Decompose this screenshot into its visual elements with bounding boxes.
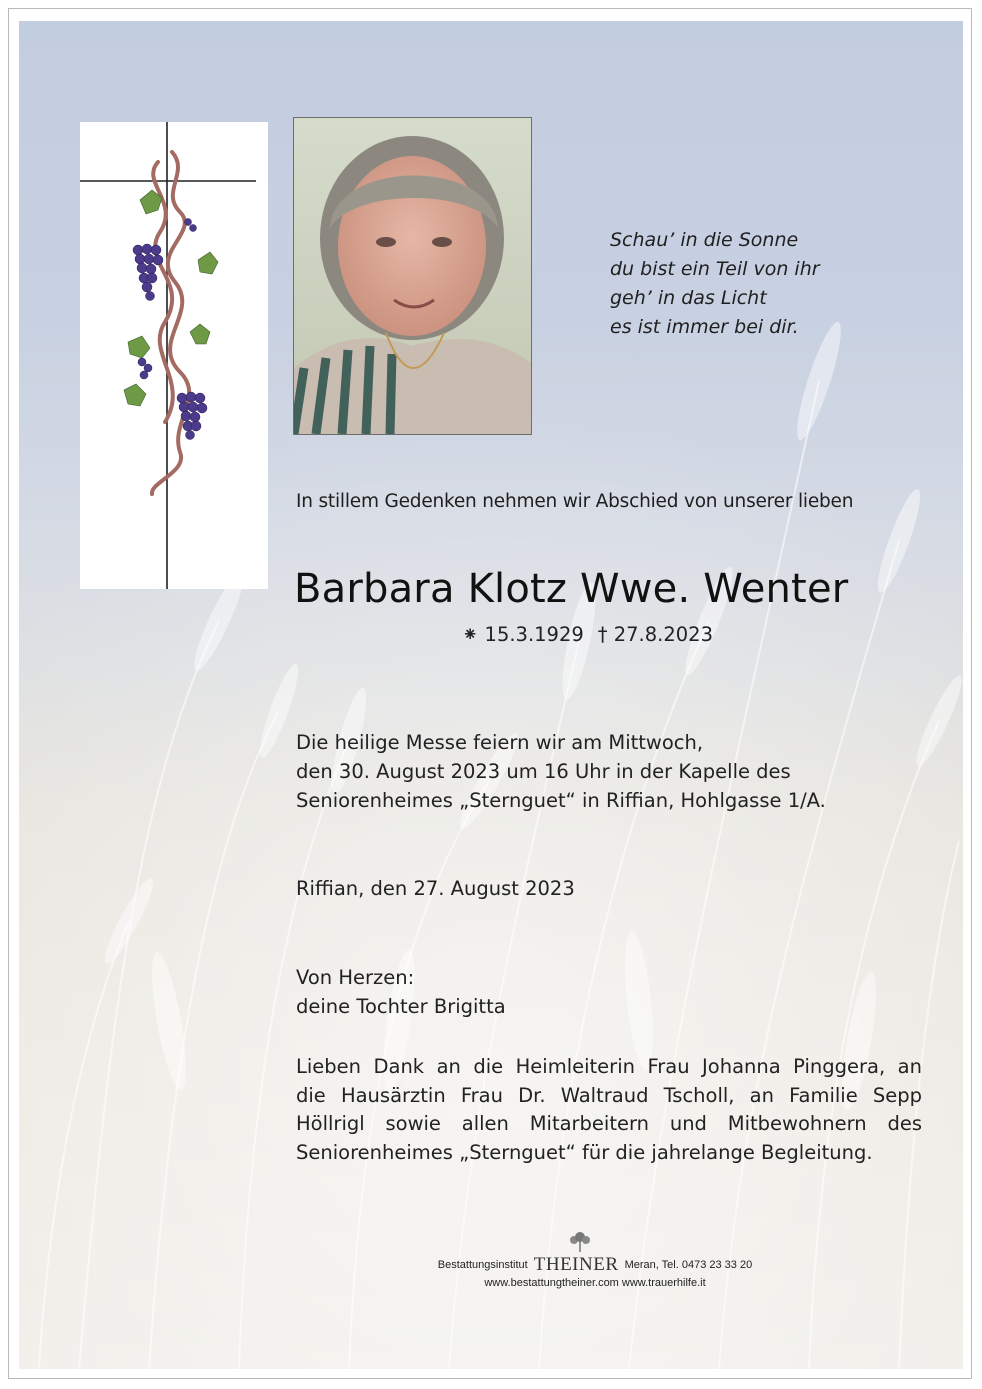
life-dates <box>462 623 713 646</box>
poem-line: du bist ein Teil von ihr <box>610 258 820 280</box>
portrait-photo <box>293 117 532 435</box>
funeral-home-footer <box>360 1254 830 1289</box>
mass-line: den 30. August 2023 um 16 Uhr in der Kapelle des <box>296 760 791 783</box>
poem-line: es ist immer bei dir. <box>610 316 799 338</box>
from-line: deine Tochter Brigitta <box>296 995 506 1018</box>
death-date: † 27.8.2023 <box>597 623 713 646</box>
thanks-line: Seniorenheimes „Sternguet“ für die jahrelange Begleitung. <box>296 1140 873 1164</box>
mass-announcement <box>296 728 826 815</box>
place-date-text: Riffian, den 27. August 2023 <box>296 877 575 900</box>
thanks-line: Lieben Dank an die Heimleiterin Frau Johanna Pinggera, an <box>296 1055 922 1078</box>
mass-line: Seniorenheimes „Sternguet“ in Riffian, Hohlgasse 1/A. <box>296 789 826 812</box>
from-line: Von Herzen: <box>296 966 415 989</box>
poem <box>610 226 910 342</box>
poem-line: geh’ in das Licht <box>610 287 767 309</box>
signature-block <box>296 963 506 1021</box>
intro-text: In stillem Gedenken nehmen wir Abschied von unserer lieben <box>296 491 854 512</box>
tree-logo-icon <box>560 1232 600 1252</box>
thanks-paragraph <box>296 1053 922 1167</box>
footer-brand: THEINER <box>533 1254 619 1275</box>
cross-with-grapevine-icon <box>80 122 268 589</box>
thanks-line: die Hausärztin Frau Dr. Waltraud Tscholl, an Familie Sepp <box>296 1083 922 1107</box>
mass-line: Die heilige Messe feiern wir am Mittwoch, <box>296 731 704 754</box>
thanks-line: Höllrigl sowie allen Mitarbeitern und Mitbewohnern des <box>296 1112 922 1135</box>
poem-line: Schau’ in die Sonne <box>610 229 799 251</box>
place-date <box>296 874 575 903</box>
birth-date: ⁕ 15.3.1929 <box>462 623 584 646</box>
footer-contact: Meran, Tel. 0473 23 33 20 <box>624 1259 753 1271</box>
deceased-name: Barbara Klotz Wwe. Wenter <box>294 566 849 612</box>
footer-prefix: Bestattungsinstitut <box>437 1259 528 1271</box>
footer-web[interactable]: www.bestattungtheiner.com www.trauerhilfe.it <box>484 1277 706 1289</box>
